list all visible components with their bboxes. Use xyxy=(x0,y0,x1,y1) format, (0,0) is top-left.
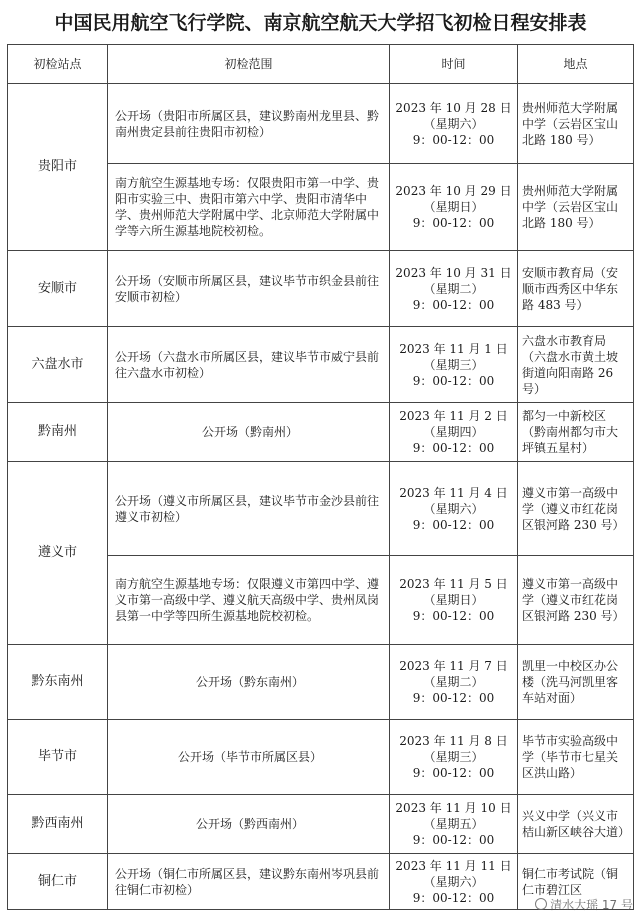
watermark xyxy=(535,896,633,913)
header-time: 时间 xyxy=(390,45,518,84)
place-cell: 贵州师范大学附属中学（云岩区宝山北路 180 号） xyxy=(518,84,634,164)
weekday-text: （星期六） xyxy=(423,116,484,131)
time-cell xyxy=(390,795,518,854)
place-cell: 遵义市第一高级中学（遵义市红花岗区银河路 230 号） xyxy=(518,556,634,645)
place-cell: 凯里一中校区办公楼（洗马河凯里客车站对面） xyxy=(518,645,634,720)
date-text: 2023 年 10 月 29 日 xyxy=(395,184,512,198)
station-cell: 黔南州 xyxy=(8,403,108,462)
watermark-text: 清水大瑶 17 号 xyxy=(550,898,633,912)
date-text: 2023 年 11 月 8 日 xyxy=(399,734,508,748)
hours-text: 9：00-12：00 xyxy=(412,373,495,388)
time-cell xyxy=(390,556,518,645)
station-cell: 黔西南州 xyxy=(8,795,108,854)
place-cell: 都匀一中新校区（黔南州都匀市大坪镇五星村） xyxy=(518,403,634,462)
hours-text: 9：00-12：00 xyxy=(412,441,495,455)
place-cell: 遵义市第一高级中学（遵义市红花岗区银河路 230 号） xyxy=(518,462,634,556)
page-title: 中国民用航空飞行学院、南京航空航天大学招飞初检日程安排表 xyxy=(54,12,587,34)
date-text: 2023 年 11 月 7 日 xyxy=(399,659,508,673)
table-row xyxy=(8,84,634,164)
scope-cell: 公开场（黔西南州） xyxy=(108,795,390,854)
station-cell: 黔东南州 xyxy=(8,645,108,720)
place-cell: 兴义中学（兴义市桔山新区峡谷大道） xyxy=(518,795,634,854)
date-text: 2023 年 10 月 31 日 xyxy=(395,265,512,280)
date-text: 2023 年 10 月 28 日 xyxy=(395,100,512,115)
date-text: 2023 年 11 月 2 日 xyxy=(399,409,508,423)
scope-cell: 公开场（贵阳市所属区县，建议黔南州龙里县、黔南州贵定县前往贵阳市初检） xyxy=(108,84,390,164)
hours-text: 9：00-12：00 xyxy=(412,297,495,312)
weekday-text: （星期六） xyxy=(423,874,484,889)
scope-cell: 公开场（铜仁市所属区县，建议黔东南州岑巩县前往铜仁市初检） xyxy=(108,854,390,910)
place-cell: 六盘水市教育局（六盘水市黄土坡街道向阳南路 26 号） xyxy=(518,327,634,403)
table-row xyxy=(8,462,634,556)
hours-text: 9：00-12：00 xyxy=(412,132,495,147)
hours-text: 9：00-12：00 xyxy=(412,609,495,623)
time-cell xyxy=(390,84,518,164)
time-cell xyxy=(390,251,518,327)
hours-text: 9：00-12：00 xyxy=(412,766,495,780)
table-row xyxy=(8,251,634,327)
weekday-text: （星期三） xyxy=(423,750,484,764)
hours-text: 9：00-12：00 xyxy=(412,833,495,847)
station-cell: 遵义市 xyxy=(8,462,108,645)
weekday-text: （星期五） xyxy=(423,817,484,831)
scope-cell: 公开场（黔东南州） xyxy=(108,645,390,720)
table-row xyxy=(8,403,634,462)
scope-cell: 南方航空生源基地专场：仅限贵阳市第一中学、贵阳市实验三中、贵阳市第六中学、贵阳市清华中学、贵州师范大学附属中学、北京师范大学附属中学等六所生源基地院校初检。 xyxy=(108,164,390,251)
time-cell xyxy=(390,462,518,556)
time-cell xyxy=(390,854,518,910)
schedule-table xyxy=(7,44,634,910)
weekday-text: （星期日） xyxy=(423,593,484,607)
scope-cell: 公开场（六盘水市所属区县，建议毕节市威宁县前往六盘水市初检） xyxy=(108,327,390,403)
date-text: 2023 年 11 月 5 日 xyxy=(399,577,508,591)
date-text: 2023 年 11 月 10 日 xyxy=(395,801,512,815)
scope-cell: 公开场（毕节市所属区县） xyxy=(108,720,390,795)
weekday-text: （星期二） xyxy=(423,675,484,689)
weekday-text: （星期六） xyxy=(423,501,484,516)
hours-text: 9：00-12：00 xyxy=(412,890,495,905)
table-row xyxy=(8,327,634,403)
scope-cell: 南方航空生源基地专场：仅限遵义市第四中学、遵义市第一高级中学、遵义航天高级中学、贵州凤岗县第一中学等四所生源基地院校初检。 xyxy=(108,556,390,645)
header-place: 地点 xyxy=(518,45,634,84)
date-text: 2023 年 11 月 11 日 xyxy=(395,858,512,873)
watermark-icon xyxy=(535,898,547,910)
time-cell xyxy=(390,327,518,403)
time-cell xyxy=(390,164,518,251)
place-cell: 毕节市实验高级中学（毕节市七星关区洪山路） xyxy=(518,720,634,795)
hours-text: 9：00-12：00 xyxy=(412,517,495,532)
weekday-text: （星期四） xyxy=(423,425,484,439)
weekday-text: （星期三） xyxy=(423,357,484,372)
header-station: 初检站点 xyxy=(8,45,108,84)
time-cell xyxy=(390,403,518,462)
station-cell: 安顺市 xyxy=(8,251,108,327)
scope-cell: 公开场（安顺市所属区县，建议毕节市织金县前往安顺市初检） xyxy=(108,251,390,327)
scope-cell: 公开场（黔南州） xyxy=(108,403,390,462)
header-row xyxy=(8,45,634,84)
place-cell: 安顺市教育局（安顺市西秀区中华东路 483 号） xyxy=(518,251,634,327)
date-text: 2023 年 11 月 4 日 xyxy=(399,485,508,500)
place-cell: 铜仁市考试院（铜仁市碧江区 xyxy=(518,854,634,910)
time-cell xyxy=(390,645,518,720)
weekday-text: （星期二） xyxy=(423,281,484,296)
time-cell xyxy=(390,720,518,795)
table-row xyxy=(8,720,634,795)
weekday-text: （星期日） xyxy=(423,200,484,214)
hours-text: 9：00-12：00 xyxy=(412,691,495,705)
date-text: 2023 年 11 月 1 日 xyxy=(399,341,508,356)
station-cell: 贵阳市 xyxy=(8,84,108,251)
header-scope: 初检范围 xyxy=(108,45,390,84)
hours-text: 9：00-12：00 xyxy=(412,216,495,230)
table-row xyxy=(8,645,634,720)
station-cell: 铜仁市 xyxy=(8,854,108,910)
scope-cell: 公开场（遵义市所属区县，建议毕节市金沙县前往遵义市初检） xyxy=(108,462,390,556)
station-cell: 六盘水市 xyxy=(8,327,108,403)
place-cell: 贵州师范大学附属中学（云岩区宝山北路 180 号） xyxy=(518,164,634,251)
table-row xyxy=(8,795,634,854)
station-cell: 毕节市 xyxy=(8,720,108,795)
